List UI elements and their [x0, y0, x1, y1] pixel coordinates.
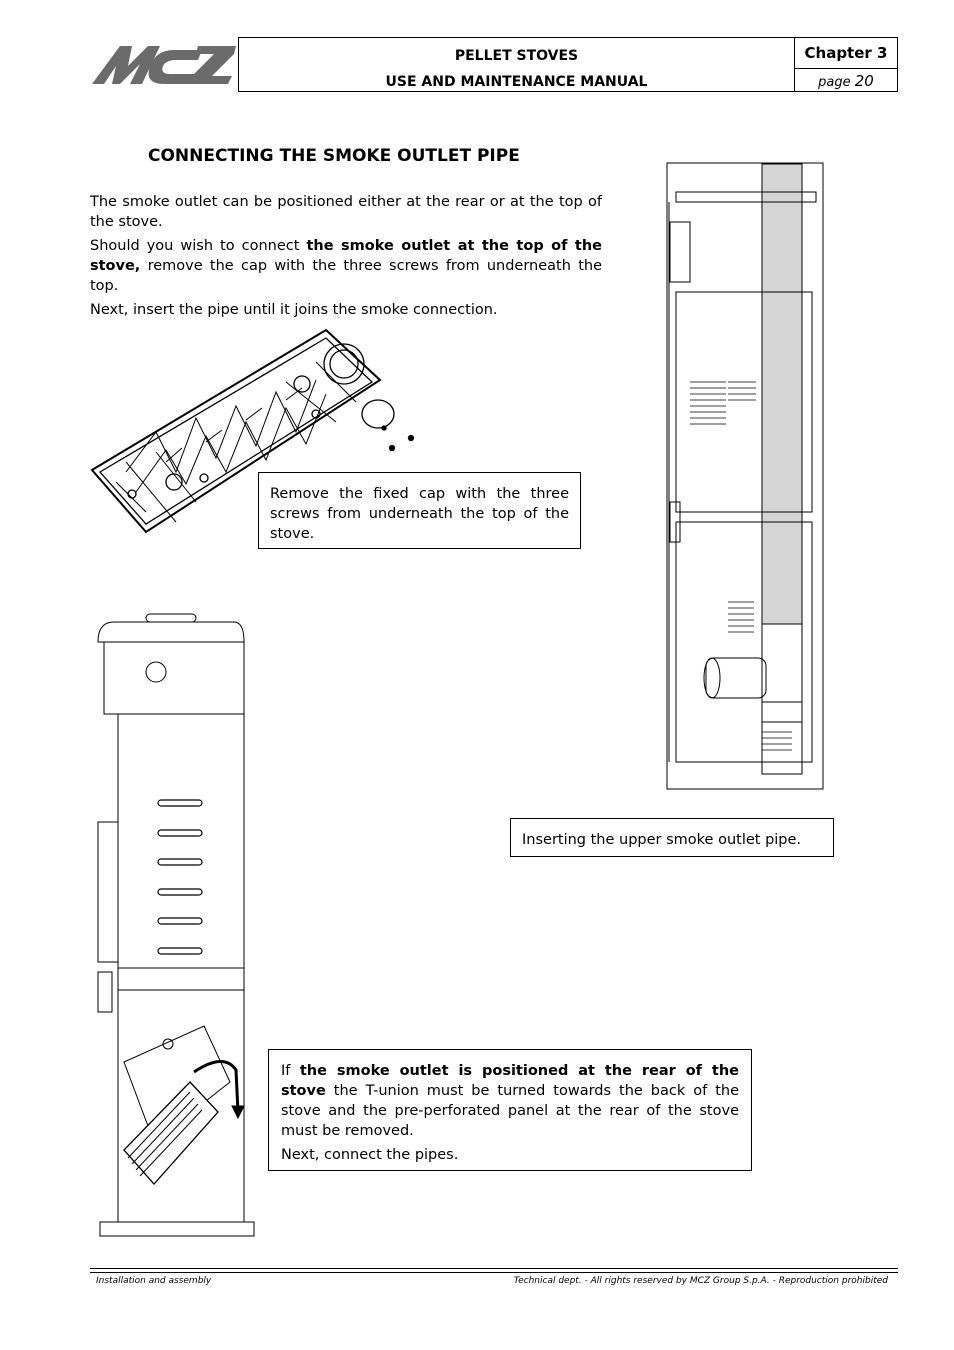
- section-title: CONNECTING THE SMOKE OUTLET PIPE: [148, 146, 520, 166]
- page-number: 20: [854, 72, 874, 90]
- intro-p2-lead: Should you wish to connect: [90, 238, 307, 254]
- header-product: PELLET STOVES: [454, 48, 579, 64]
- callout-rear-bold: the smoke outlet is positioned at the rear of the stove: [281, 1063, 739, 1099]
- footer-copyright: Technical dept. - All rights reserved by MCZ Group S.p.A. - Reproduction prohibited: [513, 1276, 888, 1286]
- footer-divider-bottom: [90, 1272, 898, 1273]
- callout-rear-outlet: [268, 1049, 752, 1171]
- stove-upper-outlet-drawing: [666, 162, 824, 790]
- chapter-label: Chapter 3: [795, 38, 897, 69]
- header-chapter-box: [795, 37, 898, 92]
- header-title-box: [238, 37, 795, 92]
- page-indicator: [795, 69, 897, 93]
- callout-rear-lead: If: [281, 1063, 300, 1079]
- intro-paragraph-3: Next, insert the pipe until it joins the smoke connection.: [90, 302, 498, 318]
- header-manual: USE AND MAINTENANCE MANUAL: [385, 74, 648, 90]
- intro-p2-bold: the smoke outlet at the top of the stove,: [90, 238, 602, 274]
- page-label: page: [818, 75, 851, 90]
- stove-rear-outlet-drawing: [94, 612, 260, 1240]
- callout-upper-pipe: Inserting the upper smoke outlet pipe.: [510, 818, 834, 857]
- footer-section-label: Installation and assembly: [96, 1276, 212, 1286]
- callout-remove-cap: Remove the fixed cap with the three screws from underneath the top of the stove.: [258, 472, 581, 549]
- callout-rear-tail: the T-union must be turned towards the back of the stove and the pre-perforated panel at the rear of the stove must be removed.: [281, 1083, 739, 1139]
- callout-rear-paragraph-2: Next, connect the pipes.: [281, 1147, 459, 1163]
- footer-divider-top: [90, 1268, 898, 1269]
- intro-p2-tail: remove the cap with the three screws from underneath the top.: [90, 258, 602, 294]
- mcz-logo: [90, 38, 238, 88]
- intro-text: [90, 192, 602, 324]
- callout-rear-paragraph-1: [281, 1061, 739, 1141]
- intro-paragraph-2: [90, 236, 602, 296]
- intro-paragraph-1: The smoke outlet can be positioned either at the rear or at the top of the stove.: [90, 194, 602, 230]
